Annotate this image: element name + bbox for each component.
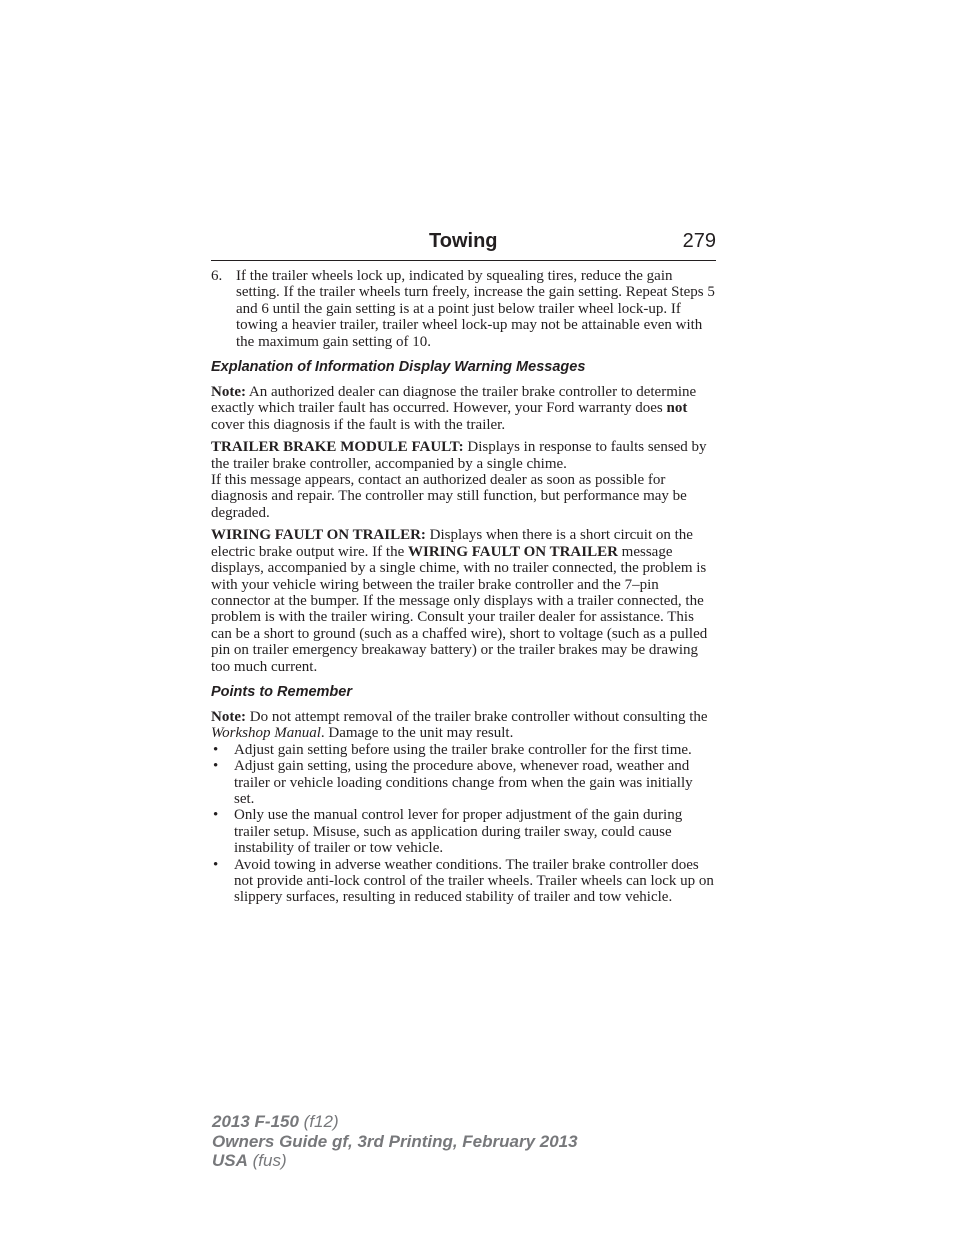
workshop-manual-reference: Workshop Manual: [211, 725, 321, 742]
module-fault-label: TRAILER BRAKE MODULE FAULT:: [211, 439, 464, 456]
step-number: 6.: [211, 268, 223, 284]
note-label: Note:: [211, 384, 246, 401]
list-item: [211, 742, 716, 758]
bullet-icon: •: [213, 758, 219, 775]
list-item-text: Only use the manual control lever for proper adjustment of the gain during trailer setup. Misuse, such as application during trailer sway, could cause instability of trailer or tow vehicle.: [234, 807, 683, 857]
bullet-icon: •: [213, 856, 219, 873]
wiring-fault-text: Displays when there is a short circuit on the electric brake output wire. If the: [211, 527, 693, 560]
module-fault-text: Displays in response to faults sensed by the trailer brake controller, accompanied by a single chime.: [211, 439, 707, 472]
bullet-icon: •: [213, 741, 219, 758]
list-item: [211, 857, 716, 906]
footer-market-line: [212, 1151, 578, 1171]
note-label: Note:: [211, 708, 246, 725]
list-item-text: Avoid towing in adverse weather conditions. The trailer brake controller does not provide anti-lock control of the trailer wheels. Trailer wheels can lock up on slippery surfaces, resulting in reduced stability of trailer and tow vehicle.: [234, 856, 714, 906]
note-text: cover this diagnosis if the fault is with the trailer.: [211, 416, 506, 433]
note-text: . Damage to the unit may result.: [320, 725, 514, 742]
points-to-remember-heading: Points to Remember: [211, 683, 352, 700]
points-list: [211, 742, 716, 906]
warning-messages-heading: Explanation of Information Display Warning Messages: [211, 359, 586, 376]
note-emphasis: not: [666, 400, 688, 417]
page-header: [211, 228, 716, 261]
footer-guide-line: Owners Guide gf, 3rd Printing, February 2013: [212, 1131, 578, 1151]
list-item-text: Adjust gain setting before using the trailer brake controller for the first time.: [234, 741, 692, 758]
wiring-fault-paragraph: [211, 527, 716, 675]
page-content: [211, 268, 716, 906]
list-item: [211, 807, 716, 856]
list-item-text: Adjust gain setting, using the procedure above, whenever road, weather and trailer or vehicle loading conditions change from when the gain was initially set.: [234, 758, 693, 807]
footer-model-line: [212, 1112, 578, 1132]
footer-model-code: (f12): [298, 1112, 339, 1131]
section-title: Towing: [429, 230, 498, 252]
footer-model: 2013 F-150: [212, 1112, 299, 1131]
removal-note: [211, 709, 716, 742]
step-6: [211, 268, 716, 350]
bullet-icon: •: [213, 807, 219, 824]
wiring-fault-text: message displays, accompanied by a single chime, with no trailer connected, the problem is with your vehicle wiring between the trailer brake controller and the 7–pin connector at the bumper. If the message only displays with a trailer connected, the problem is with the trailer wiring. Consult your trailer dealer for assistance. This can be a short to ground (such as a chaffed wire), short to voltage (such as a pulled pin on trailer emergency breakaway battery) or the trailer brakes may be drawing too much current.: [211, 543, 708, 675]
step-text: If the trailer wheels lock up, indicated by squealing tires, reduce the gain setting. If the trailer wheels turn freely, increase the gain setting. Repeat Steps 5 and 6 until the gain setting is at a point just below trailer wheel lock-up. If towing a heavier trailer, trailer wheel lock-up may not be attainable even with the maximum gain setting of 10.: [236, 268, 715, 350]
document-footer: [212, 1112, 578, 1171]
wiring-fault-label: WIRING FAULT ON TRAILER:: [211, 527, 426, 544]
module-fault-paragraph: [211, 439, 716, 472]
footer-market-code: (fus): [247, 1151, 287, 1170]
note-text: An authorized dealer can diagnose the trailer brake controller to determine exactly which trailer fault has occurred. However, your Ford warranty does: [211, 384, 697, 417]
footer-market: USA: [212, 1151, 248, 1170]
note-text: Do not attempt removal of the trailer brake controller without consulting the: [245, 708, 708, 725]
dealer-diagnosis-note: [211, 384, 716, 433]
wiring-fault-label-inline: WIRING FAULT ON TRAILER: [408, 543, 618, 560]
list-item: [211, 758, 716, 807]
module-fault-followup: If this message appears, contact an authorized dealer as soon as possible for diagnosis and repair. The controller may still function, but performance may be degraded.: [211, 472, 687, 521]
page-number: 279: [682, 230, 716, 252]
